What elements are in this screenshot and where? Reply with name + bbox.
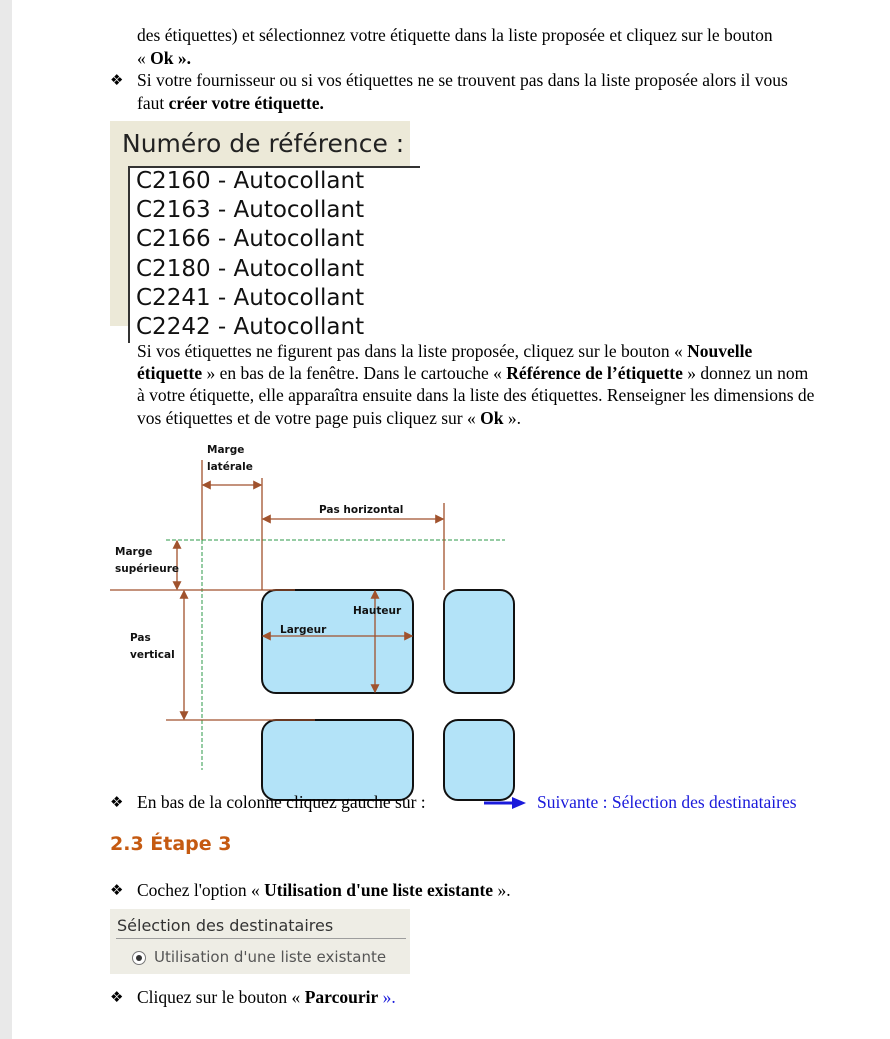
bullet-icon: ❖	[110, 988, 124, 1006]
bullet1-line2: faut créer votre étiquette.	[137, 93, 324, 113]
label-rect	[262, 720, 413, 800]
bullet1-line1: Si votre fournisseur ou si vos étiquettes ne se trouvent pas dans la liste proposée alors il vous	[137, 70, 788, 90]
recipients-title: Sélection des destinataires	[117, 916, 334, 935]
bullet3-text: Cochez l'option « Utilisation d'une liste existante ».	[137, 880, 511, 900]
list-item[interactable]: C2163 - Autocollant	[136, 197, 365, 223]
para2-line3: à votre étiquette, elle apparaîtra ensuite dans la liste des étiquettes. Renseigner les dimensions de	[137, 385, 815, 405]
pas-horizontal-label: Pas horizontal	[319, 504, 404, 516]
bullet2-text: En bas de la colonne cliquez gauche sur :	[137, 792, 426, 812]
marge-laterale-label: Marge latérale	[207, 444, 253, 473]
list-item[interactable]: C2242 - Autocollant	[136, 314, 365, 340]
divider	[116, 938, 406, 939]
bullet-icon: ❖	[110, 881, 124, 899]
para2-line1: Si vos étiquettes ne figurent pas dans la liste proposée, cliquez sur le bouton « Nouvelle	[137, 341, 753, 361]
para2-line4: vos étiquettes et de votre page puis cliquez sur « Ok ».	[137, 408, 521, 428]
reference-number-label: Numéro de référence :	[122, 129, 405, 158]
list-item[interactable]: C2241 - Autocollant	[136, 285, 365, 311]
para2-line2: étiquette » en bas de la fenêtre. Dans le cartouche « Référence de l’étiquette » donnez un nom	[137, 363, 809, 383]
diagram-svg	[110, 438, 505, 770]
marge-superieure-label: Marge supérieure	[115, 546, 180, 575]
page-margin-bar	[0, 0, 12, 1039]
label-rect	[444, 590, 514, 693]
para1-line2: « Ok ».	[137, 48, 191, 68]
bullet4-text: Cliquez sur le bouton « Parcourir ».	[137, 987, 396, 1007]
list-item[interactable]: C2166 - Autocollant	[136, 226, 365, 252]
list-item[interactable]: C2160 - Autocollant	[136, 168, 365, 194]
para1-line1: des étiquettes) et sélectionnez votre étiquette dans la liste proposée et cliquez sur le bouton	[137, 25, 773, 45]
largeur-label: Largeur	[280, 624, 327, 636]
pas-vertical-label: Pas vertical	[130, 632, 175, 661]
recipients-screenshot	[110, 909, 410, 974]
bullet-icon: ❖	[110, 71, 124, 89]
hauteur-label: Hauteur	[353, 605, 402, 617]
label-dimensions-diagram	[110, 438, 505, 770]
bullet-icon: ❖	[110, 793, 124, 811]
arrow-right-icon	[484, 796, 528, 810]
next-step-link[interactable]: Suivante : Sélection des destinataires	[537, 792, 797, 812]
list-item[interactable]: C2180 - Autocollant	[136, 256, 365, 282]
existing-list-radio[interactable]	[132, 951, 146, 965]
existing-list-option[interactable]: Utilisation d'une liste existante	[154, 948, 387, 966]
reference-number-list[interactable]	[128, 166, 420, 343]
reference-number-screenshot	[110, 121, 410, 340]
label-rect	[444, 720, 514, 800]
section-heading: 2.3 Étape 3	[110, 833, 232, 855]
